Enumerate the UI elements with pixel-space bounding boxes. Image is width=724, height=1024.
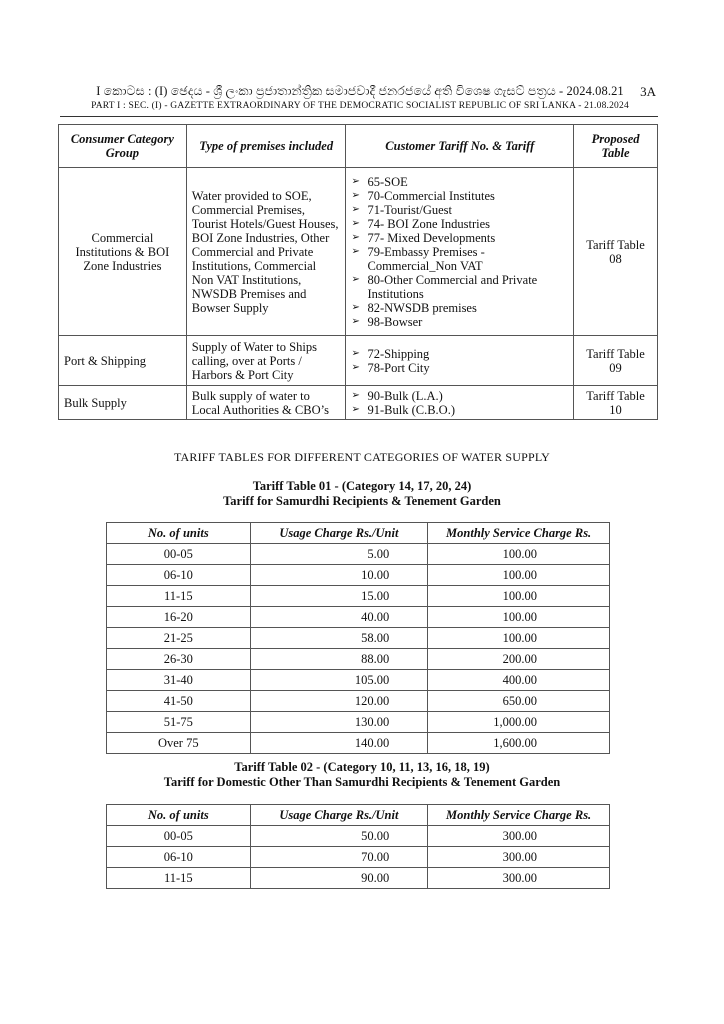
- column-header: Type of premises included: [186, 125, 346, 168]
- tariff-table-01-heading: [0, 479, 724, 509]
- column-header: No. of units: [107, 523, 251, 544]
- arrow-bullet-icon: ➢: [351, 389, 360, 401]
- list-item: ➢ 70-Commercial Institutes: [351, 188, 495, 203]
- table-row: [59, 168, 658, 336]
- tariff-table-02-heading: [0, 760, 724, 790]
- arrow-bullet-icon: ➢: [351, 231, 360, 243]
- list-item: ➢ 77- Mixed Developments: [351, 230, 496, 245]
- table-row: 21-25 58.00 100.00: [107, 628, 610, 649]
- category-table-header-row: [59, 125, 658, 168]
- arrow-bullet-icon: ➢: [351, 403, 360, 415]
- category-table: [58, 124, 658, 420]
- arrow-bullet-icon: ➢: [351, 175, 360, 187]
- column-header: Customer Tariff No. & Tariff: [346, 125, 574, 168]
- arrow-bullet-icon: ➢: [351, 361, 360, 373]
- list-item: ➢ 79-Embassy Premises -Commercial_Non VAT: [351, 244, 485, 273]
- arrow-bullet-icon: ➢: [351, 273, 360, 285]
- list-item: ➢ 74- BOI Zone Industries: [351, 216, 491, 231]
- list-item: ➢ 90-Bulk (L.A.): [351, 388, 443, 403]
- table-row: [59, 386, 658, 420]
- tariff-table-subtitle: Tariff for Samurdhi Recipients & Tenement Garden: [223, 494, 501, 508]
- arrow-bullet-icon: ➢: [351, 245, 360, 257]
- table-row: Over 75 140.00 1,600.00: [107, 733, 610, 754]
- proposed-table-cell: Tariff Table 09: [574, 336, 658, 386]
- section-title: TARIFF TABLES FOR DIFFERENT CATEGORIES OF WATER SUPPLY: [173, 450, 551, 464]
- table-row: 51-75 130.00 1,000.00: [107, 712, 610, 733]
- tariff-table-02: [106, 804, 610, 889]
- table-row: 06-10 10.00 100.00: [107, 565, 610, 586]
- column-header: Monthly Service Charge Rs.: [428, 523, 610, 544]
- proposed-table-cell: Tariff Table 10: [574, 386, 658, 420]
- list-item: ➢ 82-NWSDB premises: [351, 300, 477, 315]
- column-header: Consumer Category Group: [59, 125, 187, 168]
- proposed-table-cell: Tariff Table 08: [574, 168, 658, 336]
- table-row: 00-05 5.00 100.00: [107, 544, 610, 565]
- table-row: 31-40 105.00 400.00: [107, 670, 610, 691]
- tariff-table-title: Tariff Table 01 - (Category 14, 17, 20, 24): [252, 479, 472, 493]
- tariff-list-cell: [346, 336, 574, 386]
- consumer-group-cell: Commercial Institutions & BOI Zone Industries: [59, 168, 187, 336]
- list-item: ➢ 65-SOE: [351, 174, 408, 189]
- arrow-bullet-icon: ➢: [351, 347, 360, 359]
- column-header: Usage Charge Rs./Unit: [250, 805, 428, 826]
- column-header: No. of units: [107, 805, 251, 826]
- arrow-bullet-icon: ➢: [351, 217, 360, 229]
- column-header: Usage Charge Rs./Unit: [250, 523, 428, 544]
- tariff-table-subtitle: Tariff for Domestic Other Than Samurdhi Recipients & Tenement Garden: [163, 775, 561, 789]
- tariff-list: [351, 347, 568, 375]
- tariff-header-row: [107, 805, 610, 826]
- table-row: 41-50 120.00 650.00: [107, 691, 610, 712]
- tariff-table-title: Tariff Table 02 - (Category 10, 11, 13, 16, 18, 19): [234, 760, 490, 774]
- table-row: [59, 336, 658, 386]
- arrow-bullet-icon: ➢: [351, 189, 360, 201]
- tariff-list-cell: [346, 386, 574, 420]
- list-item: ➢ 71-Tourist/Guest: [351, 202, 453, 217]
- column-header: Proposed Table: [574, 125, 658, 168]
- premises-cell: Supply of Water to Ships calling, over at Ports / Harbors & Port City: [186, 336, 346, 386]
- page-number: 3A: [640, 84, 656, 99]
- list-item: ➢ 80-Other Commercial and Private Institutions: [351, 272, 538, 301]
- list-item: ➢ 98-Bowser: [351, 314, 423, 329]
- tariff-list: [351, 389, 568, 417]
- table-row: 16-20 40.00 100.00: [107, 607, 610, 628]
- gazette-header: [60, 84, 660, 111]
- arrow-bullet-icon: ➢: [351, 301, 360, 313]
- header-divider: [60, 116, 658, 117]
- header-sinhala-line: I කොටස : (I) ඡෙදය - ශ්‍රී ලංකා ප්‍රජාතාන්ත්‍රික සමාජවාදී ජනරජයේ අති විශෙෂ ගැසට් පත්‍රය - 2024.08.21: [96, 84, 624, 98]
- tariff-header-row: [107, 523, 610, 544]
- premises-cell: Bulk supply of water to Local Authorities & CBO’s: [186, 386, 346, 420]
- tariff-table-01: [106, 522, 610, 754]
- table-row: 11-15 90.00 300.00: [107, 868, 610, 889]
- premises-cell: Water provided to SOE, Commercial Premises, Tourist Hotels/Guest Houses, BOI Zone Industries, Other Commercial and Private Institutions, Commercial Non VAT Institutions, NWSDB Premises and Bowser Supply: [186, 168, 346, 336]
- tariff-list-cell: [346, 168, 574, 336]
- column-header: Monthly Service Charge Rs.: [428, 805, 610, 826]
- arrow-bullet-icon: ➢: [351, 315, 360, 327]
- header-english-line: PART I : SEC. (I) - GAZETTE EXTRAORDINARY OF THE DEMOCRATIC SOCIALIST REPUBLIC OF SRI LANKA - 21.08.2024: [91, 101, 629, 111]
- list-item: ➢ 78-Port City: [351, 360, 430, 375]
- table-row: 26-30 88.00 200.00: [107, 649, 610, 670]
- list-item: ➢ 72-Shipping: [351, 346, 430, 361]
- table-row: 06-10 70.00 300.00: [107, 847, 610, 868]
- table-row: 11-15 15.00 100.00: [107, 586, 610, 607]
- arrow-bullet-icon: ➢: [351, 203, 360, 215]
- table-row: 00-05 50.00 300.00: [107, 826, 610, 847]
- tariff-list: [351, 175, 568, 329]
- consumer-group-cell: Port & Shipping: [59, 336, 187, 386]
- consumer-group-cell: Bulk Supply: [59, 386, 187, 420]
- list-item: ➢ 91-Bulk (C.B.O.): [351, 402, 455, 417]
